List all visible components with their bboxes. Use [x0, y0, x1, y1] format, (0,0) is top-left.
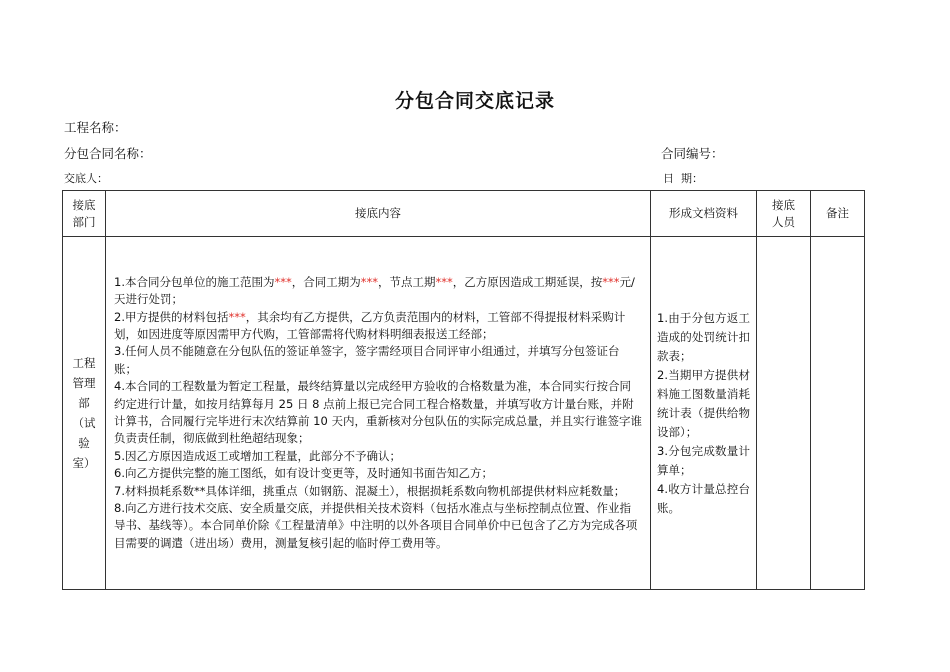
content-item-3: 3.任何人员不能随意在分包队伍的签证单签字，签字需经项目合同评审小组通过，并填写分包签证台账； [114, 344, 620, 376]
content-item-1: 1.本合同分包单位的施工范围为***，合同工期为***，节点工期***，乙方原因造成工期延误，按***元/天进行处罚； [114, 274, 635, 307]
header-docs: 形成文档资料 [651, 191, 757, 237]
docs-item-3: 3.分包完成数量计算单； [657, 443, 750, 477]
remark-cell[interactable] [811, 237, 865, 590]
content-item-8: 8.向乙方进行技术交底、安全质量交底，并提供相关技术资料（包括水准点与坐标控制点位置、作业指导书、基线等）。本合同单价除《工程量清单》中注明的以外各项目合同单价中已包含了乙方为完成各项目需要的调遣（进出场）费用，测量复核引起的临时停工费用等。 [114, 501, 638, 550]
docs-item-1: 1.由于分包方返工造成的处罚统计扣款表； [657, 310, 750, 363]
header-dept: 接底 部门 [63, 191, 106, 237]
docs-cell [651, 237, 757, 590]
content-item-4: 4.本合同的工程数量为暂定工程量，最终结算量以完成经甲方验收的合格数量为准，本合同实行按合同约定进行计量，如按月结算每月 25 日 8 点前上报已完合同工程合格数量，并填写收方计量台账，并附计算书，合同履行完毕进行末次结算前 10 天内，重新核对分包队伍的实际完成总量，并且实行谁签字谁负责责任制，彻底做到杜绝超结现象； [114, 379, 642, 446]
table-header-row [63, 191, 865, 237]
project-name-label: 工程名称： [64, 120, 127, 135]
subcontract-name-label: 分包合同名称： [64, 146, 152, 161]
header-remark: 备注 [811, 191, 865, 237]
page-title: 分包合同交底记录 [394, 90, 555, 112]
handover-record-table [62, 190, 865, 590]
contract-number-label: 合同编号： [661, 146, 724, 161]
content-item-5: 5.因乙方原因造成返工或增加工程量，此部分不予确认； [114, 448, 401, 463]
content-item-6: 6.向乙方提供完整的施工图纸，如有设计变更等，及时通知书面告知乙方； [114, 466, 493, 481]
content-item-2: 2.甲方提供的材料包括***，其余均有乙方提供，乙方负责范围内的材料，工管部不得提报材料采购计划，如因进度等原因需甲方代购，工管部需将代购材料明细表报送工经部； [114, 309, 626, 341]
content-cell [106, 237, 651, 590]
docs-item-4: 4.收方计量总控台账。 [657, 481, 750, 515]
dept-cell: 工程 管理 部 （试 验 室） [63, 237, 106, 590]
header-content: 接底内容 [106, 191, 651, 237]
handover-person-label: 交底人： [64, 172, 108, 185]
table-row [63, 237, 865, 590]
docs-item-2: 2.当期甲方提供材料施工图数量消耗统计表（提供给物设部）； [657, 367, 750, 439]
person-cell[interactable] [757, 237, 811, 590]
header-person: 接底 人员 [757, 191, 811, 237]
content-item-7: 7.材料损耗系数**具体详细，挑重点（如钢筋、混凝土），根据损耗系数向物机部提供材料应耗数量； [114, 483, 626, 498]
date-label: 日 期： [663, 172, 703, 185]
